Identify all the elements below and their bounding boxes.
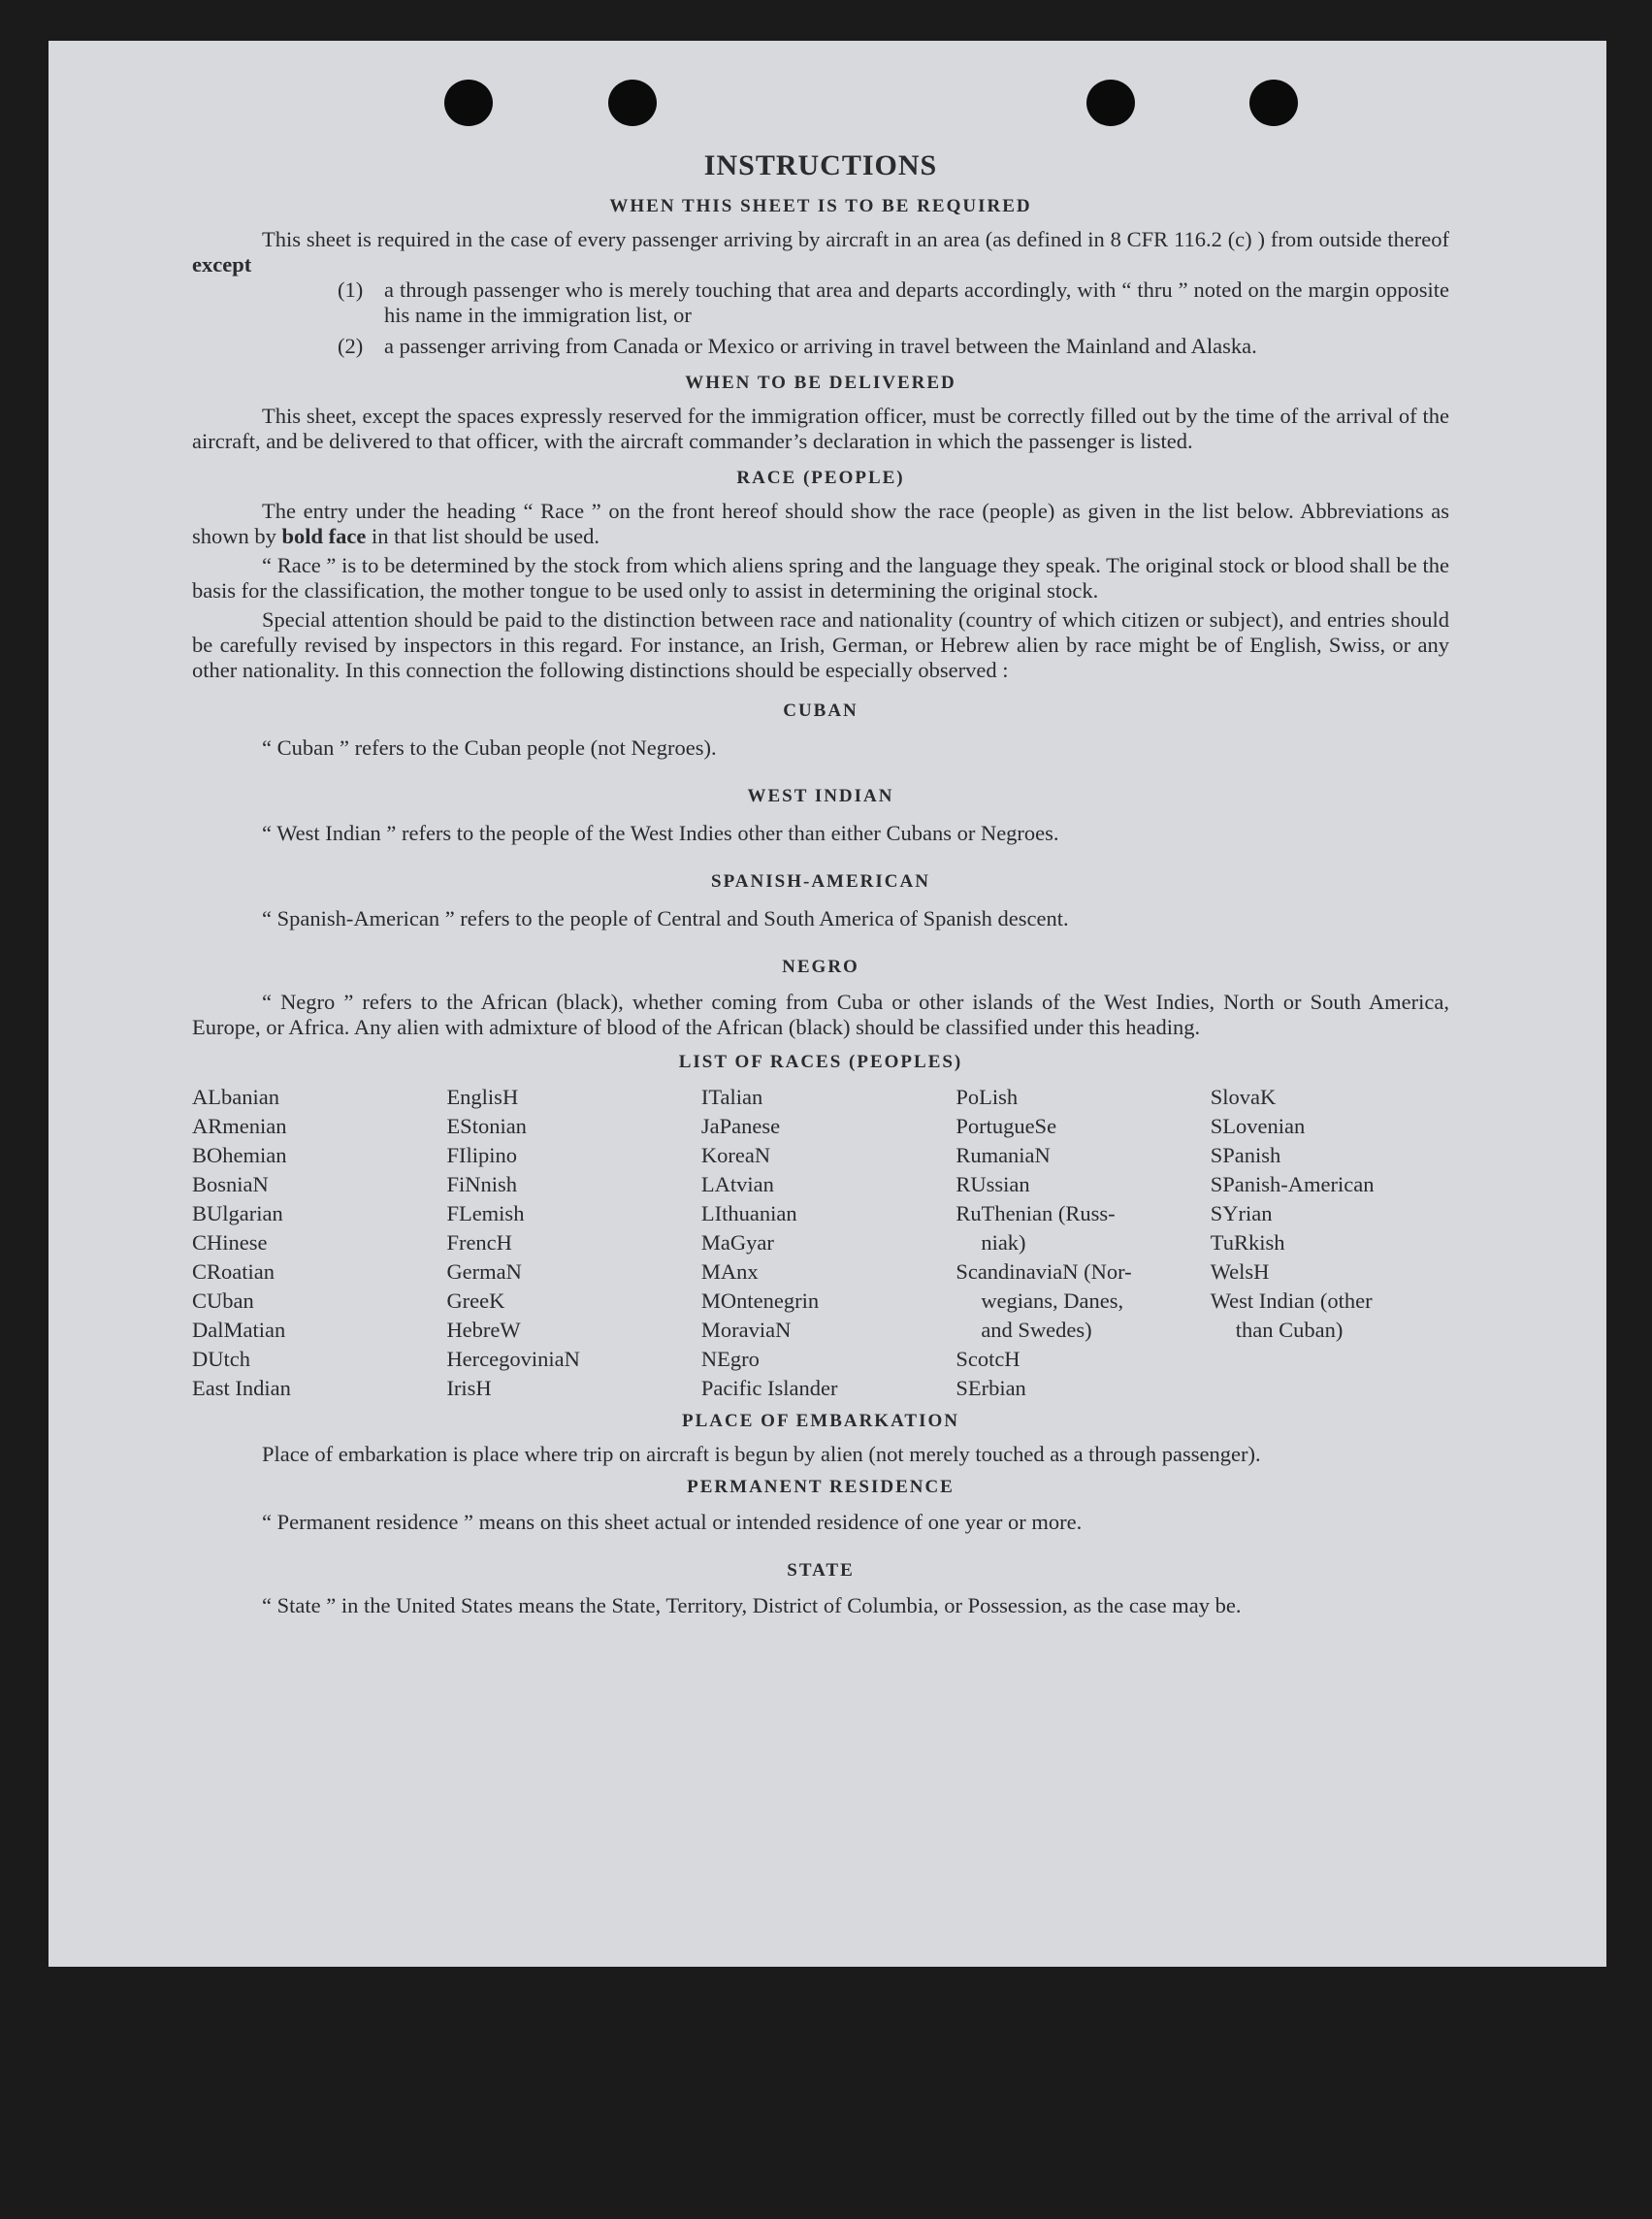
race-column [701,1083,940,1403]
race-name: DUtch [192,1347,250,1371]
bold-face-term: bold face [281,524,367,548]
race-name: BOhemian [192,1143,287,1167]
list-of-races-heading: LIST OF RACES (PEOPLES) [678,1052,963,1072]
race-name: BUlgarian [192,1201,283,1225]
race-name: IrisH [446,1376,492,1400]
race-name: ScotcH [956,1347,1020,1371]
race-name: BosniaN [192,1172,269,1196]
race-entry [701,1257,940,1287]
race-name: LAtvian [700,1172,774,1196]
race-name: SLovenian [1210,1114,1306,1138]
race-list [192,1083,1449,1403]
race-name: GermaN [446,1259,522,1284]
race-name: EnglisH [446,1085,519,1109]
race-entry [192,1083,431,1112]
race-name: ScandinaviaN (Nor- [956,1259,1132,1284]
race-name: MAnx [700,1259,759,1284]
race-entry [956,1083,1194,1112]
race-entry [701,1112,940,1141]
race-entry [446,1228,685,1257]
when-delivered-text: This sheet, except the spaces expressly reserved for the immigration officer, must be correctly filled out by the time of the arrival of the aircraft, and be delivered to that officer, with the aircraft commander’s declaration in which the passenger is listed. [192,404,1449,453]
race-entry [192,1287,431,1316]
race-name: East Indian [192,1376,291,1400]
race-name-continuation: niak) [981,1230,1026,1255]
race-name: CUban [192,1289,254,1313]
race-entry [446,1170,685,1199]
race-name: RumaniaN [956,1143,1051,1167]
race-entry [701,1316,940,1345]
race-name: FrencH [446,1230,512,1255]
race-name: HercegoviniaN [446,1347,580,1371]
race-entry [192,1228,431,1257]
race-name: West Indian (other [1210,1289,1373,1313]
race-entry [701,1228,940,1257]
race-name: LIthuanian [700,1201,797,1225]
race-entry [701,1170,940,1199]
punch-hole [608,80,657,126]
race-name: MaGyar [700,1230,774,1255]
race-name: PoLish [956,1085,1019,1109]
race-entry [1211,1112,1449,1141]
race-paragraph-2: “ Race ” is to be determined by the stock from which aliens spring and the language they speak. The original stock or blood shall be the basis for the classification, the mother tongue to be used only to assist in determining the original stock. [192,553,1449,603]
race-name: FiNnish [446,1172,517,1196]
race-name: ALbanian [192,1085,279,1109]
race-entry [446,1112,685,1141]
race-name: HebreW [446,1318,521,1342]
race-entry [1211,1083,1449,1112]
race-entry [446,1199,685,1228]
page-title: INSTRUCTIONS [703,149,938,181]
race-name: RuThenian (Russ- [956,1201,1116,1225]
exception-item [338,334,1449,359]
race-name: EStonian [446,1114,527,1138]
race-name: MOntenegrin [700,1289,820,1313]
state-text: “ State ” in the United States means the State, Territory, District of Columbia, or Possession, as the case may be. [262,1593,1242,1617]
race-entry [956,1141,1194,1170]
race-name-continuation: and Swedes) [981,1318,1092,1342]
section-heading-state: STATE [787,1560,855,1581]
race-name: DalMatian [192,1318,286,1342]
race-entry [192,1170,431,1199]
race-name: FLemish [446,1201,525,1225]
race-name: SErbian [956,1376,1026,1400]
race-entry [446,1316,685,1345]
item-text: a passenger arriving from Canada or Mexico or arriving in travel between the Mainland and Alaska. [384,334,1257,358]
when-required-intro: This sheet is required in the case of every passenger arriving by aircraft in an area (as defined in 8 CFR 116.2 (c) ) from outside thereof except [192,227,1449,277]
section-heading-embarkation: PLACE OF EMBARKATION [682,1411,959,1431]
race-name: SPanish [1210,1143,1281,1167]
race-entry [1211,1287,1449,1345]
section-heading-negro: NEGRO [782,957,859,977]
section-heading-cuban: CUBAN [783,701,858,721]
race-name: SlovaK [1210,1085,1277,1109]
race-entry [1211,1257,1449,1287]
race-name: MoraviaN [700,1318,792,1342]
race-entry [192,1199,431,1228]
race-entry [192,1316,431,1345]
race-entry [701,1345,940,1374]
race-entry [701,1141,940,1170]
race-entry [192,1112,431,1141]
section-heading-when-delivered: WHEN TO BE DELIVERED [685,373,956,393]
race-name: GreeK [446,1289,505,1313]
race-entry [701,1199,940,1228]
negro-text: “ Negro ” refers to the African (black), whether coming from Cuba or other islands of the West Indies, North or South America, Europe, or Africa. Any alien with admixture of blood of the African (black) should be classified under this heading. [192,990,1449,1039]
race-column [956,1083,1194,1403]
race-entry [446,1257,685,1287]
section-heading-when-required: WHEN THIS SHEET IS TO BE REQUIRED [609,196,1032,216]
race-entry [956,1257,1194,1345]
race-entry [446,1374,685,1403]
race-entry [956,1345,1194,1374]
race-entry [1211,1199,1449,1228]
race-name: KoreaN [700,1143,771,1167]
race-name: SPanish-American [1210,1172,1375,1196]
race-entry [956,1112,1194,1141]
race-entry [446,1141,685,1170]
exception-item [338,277,1449,328]
race-name: WelsH [1210,1259,1270,1284]
punch-hole [1086,80,1135,126]
except-word: except [192,252,252,277]
race-name: TuRkish [1210,1230,1285,1255]
race-entry [446,1287,685,1316]
race-name: CHinese [192,1230,268,1255]
race-entry [192,1374,431,1403]
race-name: ARmenian [192,1114,287,1138]
race-name: PortugueSe [956,1114,1057,1138]
item-number: (1) [338,277,364,302]
section-heading-residence: PERMANENT RESIDENCE [687,1477,955,1497]
race-entry [192,1345,431,1374]
race-entry [192,1141,431,1170]
instruction-sheet [49,41,1606,1967]
race-name: CRoatian [192,1259,275,1284]
item-text: a through passenger who is merely touching that area and departs accordingly, with “ thru ” noted on the margin opposite his name in the immigration list, or [384,277,1449,327]
section-heading-spanish-american: SPANISH-AMERICAN [711,871,930,892]
race-name: RUssian [956,1172,1030,1196]
section-heading-west-indian: WEST INDIAN [747,786,894,806]
race-entry [1211,1228,1449,1257]
race-entry [1211,1141,1449,1170]
race-entry [701,1374,940,1403]
section-heading-race: RACE (PEOPLE) [736,468,905,488]
race-entry [1211,1170,1449,1199]
race-entry [446,1083,685,1112]
race-column [446,1083,685,1403]
race-name-continuation: wegians, Danes, [981,1289,1124,1313]
race-entry [701,1287,940,1316]
race-column [1211,1083,1449,1403]
cuban-text: “ Cuban ” refers to the Cuban people (not Negroes). [262,735,717,760]
race-name: NEgro [700,1347,760,1371]
punch-hole [1249,80,1298,126]
race-name: SYrian [1210,1201,1273,1225]
spanish-american-text: “ Spanish-American ” refers to the people of Central and South America of Spanish descent. [262,906,1069,930]
item-number: (2) [338,334,364,358]
race-name: JaPanese [700,1114,781,1138]
race-paragraph-1: The entry under the heading “ Race ” on the front hereof should show the race (people) as given in the list below. Abbreviations as shown by bold face in that list should be used. [192,499,1449,548]
race-name: Pacific Islander [700,1376,838,1400]
race-paragraph-3: Special attention should be paid to the distinction between race and nationality (country of which citizen or subject), and entries should be carefully revised by inspectors in this regard. For instance, an Irish, German, or Hebrew alien by race might be of English, Swiss, or any other nationality. In this connection the following distinctions should be especially observed : [192,607,1449,682]
embarkation-text: Place of embarkation is place where trip on aircraft is begun by alien (not merely touched as a through passenger). [262,1442,1261,1466]
residence-text: “ Permanent residence ” means on this sheet actual or intended residence of one year or more. [262,1510,1083,1534]
race-column [192,1083,431,1403]
race-entry [701,1083,940,1112]
west-indian-text: “ West Indian ” refers to the people of the West Indies other than either Cubans or Negroes. [262,821,1059,845]
race-entry [446,1345,685,1374]
race-entry [192,1257,431,1287]
race-name: FIlipino [446,1143,517,1167]
race-name-continuation: than Cuban) [1235,1318,1344,1342]
race-entry [956,1199,1194,1257]
race-entry [956,1170,1194,1199]
punch-hole [444,80,493,126]
race-entry [956,1374,1194,1403]
race-name: ITalian [700,1085,763,1109]
